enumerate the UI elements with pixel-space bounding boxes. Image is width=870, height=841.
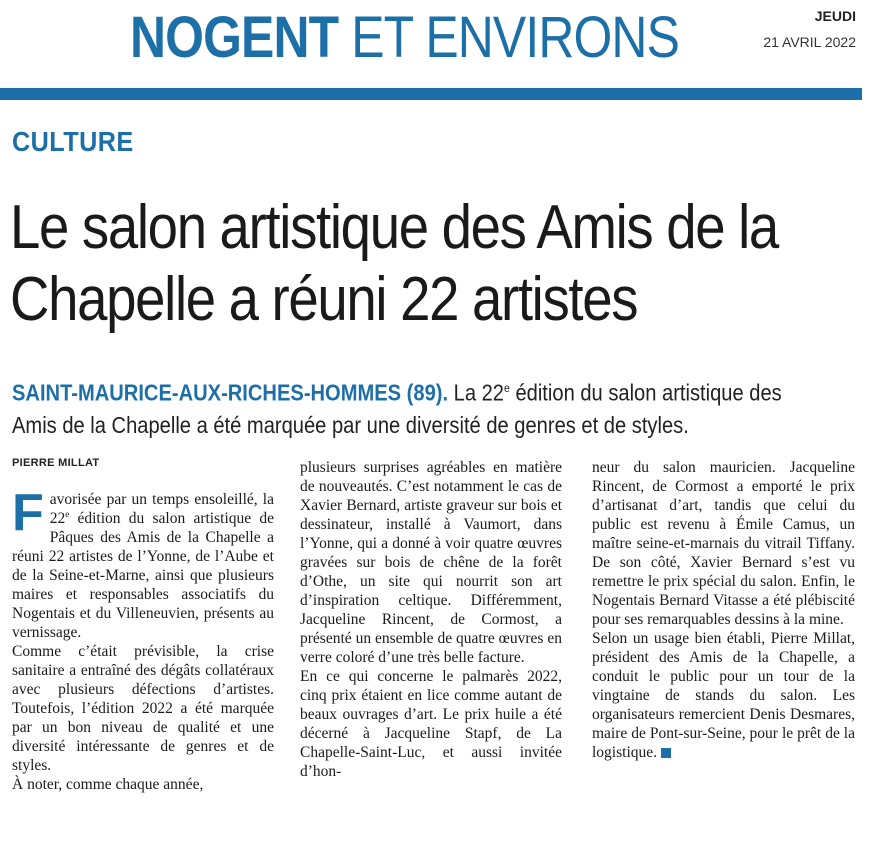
article-column-1 [12, 484, 274, 794]
paragraph [592, 629, 855, 762]
paragraph: neur du salon mauricien. Jacqueline Rincent, de Cormost a emporté le prix d’artisanat d’art, tandis que celui du public est revenu à Émile Camus, un maître seine-et-marnais du vitrail Tiffany. De son côté, Xavier Bernard s’est vu remettre le prix spécial du salon. Enfin, le Nogentais Bernard Vitasse a été plébiscité pour ses remarquables dessins à la mine. [592, 459, 855, 628]
section-masthead [130, 6, 679, 70]
paragraph: En ce qui concerne le palmarès 2022, cinq prix étaient en lice comme autant de beaux ouvrages d’art. Le prix huile a été décerné à Jacqueline Stapf, de La Chapelle-Saint-Luc, et aussi invitée d’hon- [300, 668, 562, 780]
standfirst-sup: e [504, 381, 510, 395]
paragraph: À noter, comme chaque année, [12, 776, 204, 793]
paragraph-text: Selon un usage bien établi, Pierre Millat, président des Amis de la Chapelle, a conduit le public pour un tour de la vingtaine de stands du salon. Les organisateurs remercient Denis Desmares, maire de Pont-sur-Seine, pour le prêt de la logistique. [592, 630, 855, 761]
drop-cap: F [12, 484, 44, 542]
ordinal-sup: e [65, 508, 70, 519]
date-full: 21 AVRIL 2022 [763, 34, 856, 50]
standfirst-place: SAINT-MAURICE-AUX-RICHES-HOMMES (89). [12, 379, 449, 406]
article-standfirst [12, 372, 826, 441]
article-column-3 [592, 458, 855, 762]
date-day: JEUDI [814, 8, 856, 24]
masthead-bold: NOGENT [130, 5, 339, 70]
paragraph [12, 484, 274, 642]
article-headline: Le salon artistique des Amis de la Chapelle a réuni 22 artistes [10, 193, 778, 334]
masthead-light: ET ENVIRONS [351, 5, 680, 70]
paragraph: plusieurs surprises agréables en matière de nouveautés. C’est notamment le cas de Xavier Bernard, artiste graveur sur bois et dessinateur, installé à Vaumort, dans l’Yonne, qui a donné à voir quatre œuvres gravées sur bois de chêne de la forêt d’Othe, un site qui nourrit son art d’inspiration celtique. Différemment, Jacqueline Rincent, de Cormost, a présenté un ensemble de quatre œuvres en verre coloré d’une très belle facture. [300, 459, 562, 666]
paragraph: Comme c’était prévisible, la crise sanitaire a entraîné des dégâts collatéraux avec plusieurs défections d’artistes. Toutefois, l’édition 2022 a été marquée par un bon niveau de qualité et une diversité intéressante de genres et de styles. [12, 643, 274, 774]
rubric-label: CULTURE [12, 126, 134, 157]
standfirst-text-b: édition du salon artistique des Amis de la Chapelle a été marquée par une diversité de genres et de styles. [12, 379, 782, 438]
article-column-2 [300, 458, 562, 781]
paragraph-text: édition du salon artistique de Pâques des Amis de la Chapelle a réuni 22 artistes de l’Yonne, de l’Aube et de la Seine-et-Marne, ainsi que plusieurs maires et responsables associatifs du Nogentais et du Villeneuvien, présents au vernissage. [12, 510, 274, 641]
end-mark-icon [661, 748, 671, 758]
standfirst-text-a: La 22 [448, 379, 505, 406]
article-byline: PIERRE MILLAT [12, 457, 100, 469]
masthead-rule [0, 88, 862, 100]
paragraph-text: avorisée par un temps ensoleillé, la 22 [49, 491, 274, 527]
